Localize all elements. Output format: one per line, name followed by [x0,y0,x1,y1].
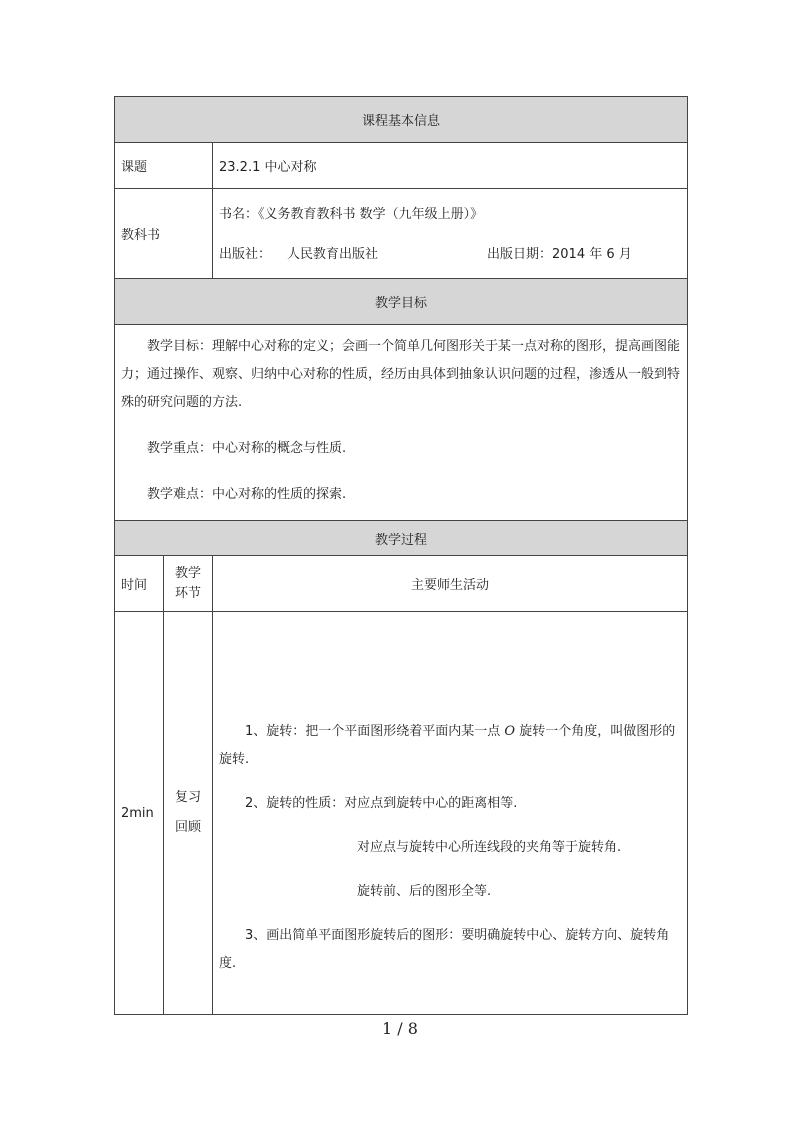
publication-date: 出版日期：2014 年 6 月 [487,246,632,262]
lesson-plan-table [114,96,688,1015]
row-time: 2min [115,612,164,1015]
activity-item-3: 3、画出简单平面图形旋转后的图形：要明确旋转中心、旋转方向、旋转角度. [219,928,670,971]
col-stage-line1: 教学 [174,565,201,581]
row-stage [164,612,213,1015]
topic-label: 课题 [115,143,213,189]
process-header: 教学过程 [115,521,688,556]
key-point: 教学重点：中心对称的概念与性质. [147,441,347,456]
activity-item-2: 2、旋转的性质：对应点到旋转中心的距离相等. [245,796,518,811]
row-stage-line2: 回顾 [174,820,201,835]
teaching-objective: 教学目标：理解中心对称的定义；会画一个简单几何图形关于某一点对称的图形，提高画图能力；通过操作、观察、归纳中心对称的性质，经历由具体到抽象认识问题的过程，渗透从一般到特殊的研究问题的方法. [121,339,681,410]
basic-info-header: 课程基本信息 [115,97,688,143]
col-time-header: 时间 [115,556,164,612]
textbook-label: 教科书 [115,189,213,279]
publisher-row [219,243,687,263]
difficulty: 教学难点：中心对称的性质的探索. [147,487,347,502]
col-stage-header [164,556,213,612]
publisher-value: 人民教育出版社 [287,246,379,262]
book-name: 书名：《义务教育教科书 数学（九年级上册）》 [219,206,484,222]
row-activities [213,612,688,1015]
activity-item-1: 1、旋转：把一个平面图形绕着平面内某一点 O 旋转一个角度，叫做图形的旋转. [219,724,676,767]
rotation-center-symbol: O [504,724,516,739]
activity-item-2-sub1: 对应点与旋转中心所连线段的夹角等于旋转角. [357,840,622,855]
goals-content [115,325,688,521]
topic-value: 23.2.1 中心对称 [213,143,688,189]
col-stage-line2: 环节 [174,585,201,601]
publisher-label: 出版社： [219,246,272,262]
row-stage-line1: 复习 [174,790,201,805]
activity-item-2-sub2: 旋转前、后的图形全等. [357,884,492,899]
textbook-info [213,189,688,279]
goals-header: 教学目标 [115,279,688,325]
page-indicator: 1 / 8 [382,1019,418,1038]
col-activities-header: 主要师生活动 [213,556,688,612]
